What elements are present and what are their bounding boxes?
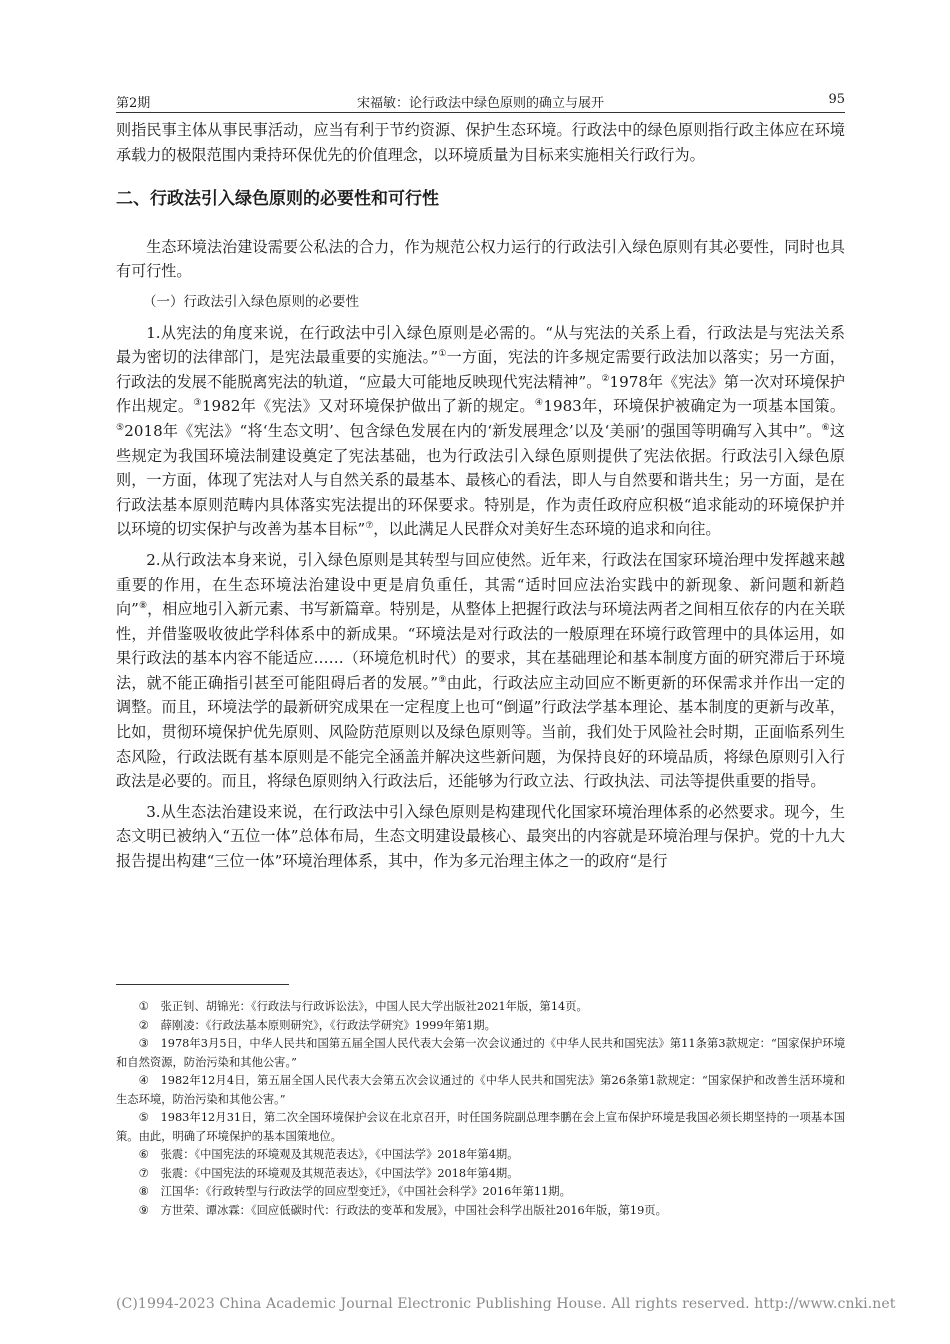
footnote-item [116,1183,845,1202]
text-run: 1.从宪法的角度来说，在行政法中引入绿色原则是必需的。“从与宪法的关系上看，行政法是与宪法关系最为密切的法律部门，是宪法最重要的实施法。” [116,323,845,367]
footnote-item [116,1035,845,1072]
text-run: 1978年《宪法》第一次对环境保护作出规定。 [116,372,845,416]
text-run: 2018年《宪法》“将‘生态文明’、包含绿色发展在内的‘新发展理念’以及‘美丽’的强国等明确写入其中”。 [124,421,822,440]
footnote-number: ⑧ [138,1185,149,1198]
text-run: 2.从行政法本身来说，引入绿色原则是其转型与回应使然。近年来，行政法在国家环境治理中发挥越来越重要的作用，在生态环境法治建设中更是肩负重任，其需“适时回应法治实践中的新现象、新问题和新趋向” [116,550,845,619]
footnote-ref: ② [601,373,610,384]
copyright-line: (C)1994-2023 China Academic Journal Electronic Publishing House. All rights reserved. http://www.cnki.net [116,1296,896,1312]
footnote-ref: ⑦ [365,521,374,532]
footnote-text: 1983年12月31日，第二次全国环境保护会议在北京召开，时任国务院副总理李鹏在会上宣布保护环境是我国必须长期坚持的一项基本国策。由此，明确了环境保护的基本国策地位。 [116,1111,845,1143]
text-run: 由此，行政法应主动回应不断更新的环保需求并作出一定的调整。而且，环境法学的最新研究成果在一定程度上也可“倒逼”行政法学基本理论、基本制度的更新与改革，比如，贯彻环境保护优先原则、风险防范原则以及绿色原则等。当前，我们处于风险社会时期，正面临系列生态风险，行政法既有基本原则是不能完全涵盖并解决这些新问题，为保持良好的环境品质，将绿色原则引入行政法是必要的。而且，将绿色原则纳入行政法后，还能够为行政立法、行政执法、司法等提供重要的指导。 [116,673,845,791]
article-body [116,118,845,874]
footnote-text: 张震：《中国宪法的环境观及其规范表达》，《中国法学》2018年第4期。 [160,1148,519,1161]
text-run: ，以此满足人民群众对美好生态环境的追求和向往。 [373,520,721,539]
footnote-ref: ⑨ [438,674,447,685]
footnote-ref: ⑧ [138,601,148,612]
text-run: 这些规定为我国环境法制建设奠定了宪法基础，也为行政法引入绿色原则提供了宪法依据。行政法引入绿色原则，一方面，体现了宪法对人与自然关系的最基本、最核心的看法，即人与自然要和谐共生；另一方面，是在行政法基本原则范畴内具体落实宪法提出的环保要求。特别是，作为责任政府应积极“追求能动的环境保护并以环境的切实保护与改善为基本目标” [116,421,845,539]
text-run: ，相应地引入新元素、书写新篇章。特别是，从整体上把握行政法与环境法两者之间相互依存的内在关联性，并借鉴吸收彼此学科体系中的新成果。“环境法是对行政法的一般原理在环境行政管理中的具体运用，如果行政法的基本内容不能适应……（环境危机时代）的要求，其在基础理论和基本制度方面的研究滞后于环境法，就不能正确指引甚至可能阻碍后者的发展。” [116,600,845,692]
page-number: 95 [828,92,845,107]
footnote-number: ① [138,1000,149,1013]
footnote-number: ④ [138,1074,149,1087]
footnote-item [116,1109,845,1146]
running-title: 宋福敏：论行政法中绿色原则的确立与展开 [356,96,604,111]
paragraph-administrative-law [116,548,845,794]
footnote-item [116,1072,845,1109]
footnote-item [116,1146,845,1165]
footnote-number: ② [138,1018,149,1032]
footnote-separator [116,984,289,985]
footnote-item [116,1017,845,1036]
footnote-ref: ④ [534,398,544,409]
footnote-text: 江国华：《行政转型与行政法学的回应型变迁》，《中国社会科学》2016年第11期。 [160,1185,571,1198]
paragraph-constitution [116,321,845,542]
footnote-number: ⑦ [138,1166,149,1180]
footnote-text: 张正钊、胡锦光：《行政法与行政诉讼法》，中国人民大学出版社2021年版，第14页。 [160,1000,588,1013]
footnote-number: ⑥ [138,1148,149,1161]
footnote-text: 1982年12月4日，第五届全国人民代表大会第五次会议通过的《中华人民共和国宪法》第26条第1款规定：“国家保护和改善生活环境和生态环境，防治污染和其他公害。” [116,1074,845,1106]
footnotes [116,998,845,1220]
footnote-item [116,1165,845,1184]
footnote-number: ③ [138,1037,149,1050]
footnote-number: ⑤ [138,1111,149,1124]
footnote-ref: ⑥ [821,422,830,433]
footnote-text: 张震：《中国宪法的环境观及其规范表达》，《中国法学》2018年第4期。 [160,1166,519,1180]
text-run: 一方面，宪法的许多规定需要行政法加以落实；另一方面，行政法的发展不能脱离宪法的轨道，“应最大可能地反映现代宪法精神”。 [116,348,845,391]
footnote-number: ⑨ [138,1203,149,1217]
issue-label: 第2期 [116,96,151,111]
footnote-ref: ⑤ [116,422,125,433]
paragraph-ecological-rule-of-law: 3.从生态法治建设来说，在行政法中引入绿色原则是构建现代化国家环境治理体系的必然要求。现今，生态文明已被纳入“五位一体”总体布局，生态文明建设最核心、最突出的内容就是环境治理与保护。党的十九大报告提出构建“三位一体”环境治理体系，其中，作为多元治理主体之一的政府“是行 [116,802,845,871]
footnote-item [116,1202,845,1221]
footnote-ref: ① [438,349,447,360]
footnote-text: 1978年3月5日，中华人民共和国第五届全国人民代表大会第一次会议通过的《中华人民共和国宪法》第11条第3款规定：“国家保护环境和自然资源，防治污染和其他公害。” [116,1037,845,1069]
text-run: 1983年，环境保护被确定为一项基本国策。 [543,397,845,416]
running-header [116,88,845,113]
footnote-ref: ③ [193,398,202,409]
text-run: 1982年《宪法》又对环境保护做出了新的规定。 [201,397,535,416]
section-title: 二、行政法引入绿色原则的必要性和可行性 [116,189,439,210]
footnote-text: 方世荣、谭冰霖：《回应低碳时代：行政法的变革和发展》，中国社会科学出版社2016年版，第19页。 [160,1203,667,1217]
subsection-title: （一）行政法引入绿色原则的必要性 [143,293,359,310]
footnote-item [116,998,845,1017]
paragraph-continued: 则指民事主体从事民事活动，应当有利于节约资源、保护生态环境。行政法中的绿色原则指行政主体应在环境承载力的极限范围内秉持环保优先的价值理念，以环境质量为目标来实施相关行政行为。 [116,121,845,164]
paragraph-intro: 生态环境法治建设需要公私法的合力，作为规范公权力运行的行政法引入绿色原则有其必要性，同时也具有可行性。 [116,237,845,281]
footnote-text: 薛刚凌：《行政法基本原则研究》，《行政法学研究》1999年第1期。 [160,1018,496,1032]
